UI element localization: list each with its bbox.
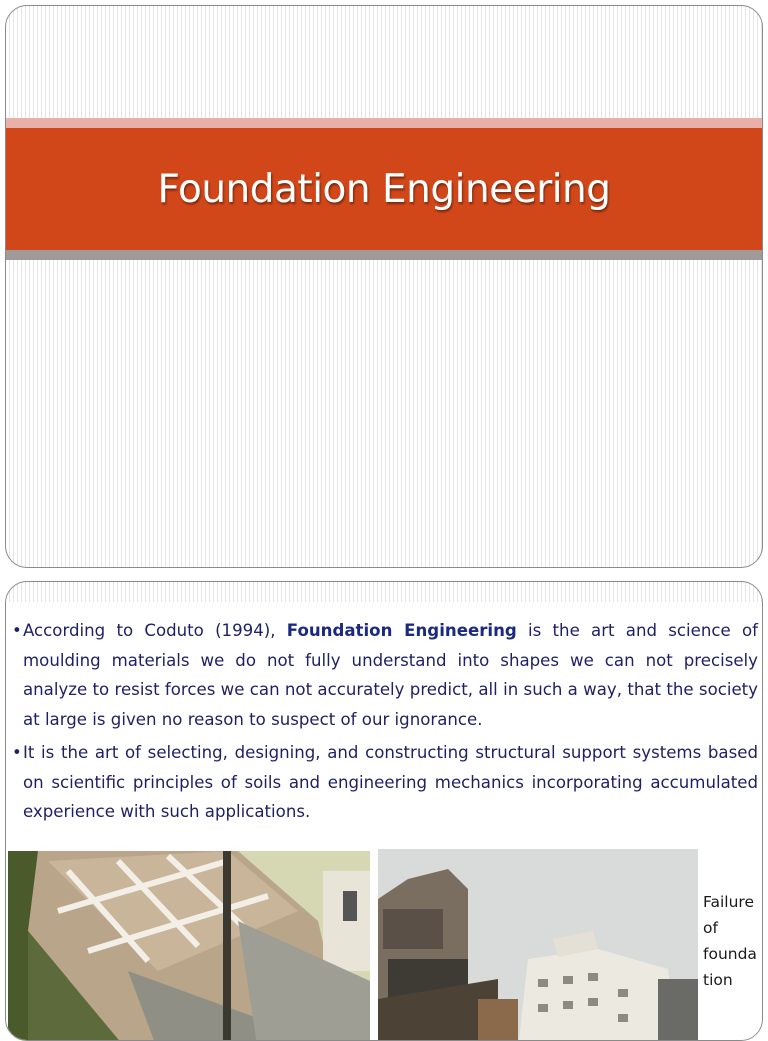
- caption-line: Failure: [703, 893, 754, 911]
- bullet-text: According to Coduto (1994),: [23, 621, 287, 640]
- content-area: [6, 602, 762, 1040]
- bullet-dot-icon: •: [12, 621, 22, 640]
- damaged-building-photo: [378, 849, 698, 1041]
- bullet-text: is the art and science of moulding materials we do not fully understand into shapes we can not precisely analyze to resist forces we can not accurately predict, all in such a way, that the society at large is given no reason to suspect of our ignorance.: [23, 621, 758, 729]
- caption-line: of: [703, 919, 718, 937]
- bullet-list: [12, 616, 758, 831]
- title-band-bottom-stripe: [6, 250, 762, 260]
- photo-caption: [703, 889, 763, 993]
- bullet-text: It is the art of selecting, designing, and constructing structural support systems based on scientific principles of soils and engineering mechanics incorporating accumulated experience with such applications.: [23, 743, 758, 821]
- content-slide: [5, 581, 763, 1041]
- caption-line: founda: [703, 945, 757, 963]
- title-band: [6, 128, 762, 250]
- bullet-definition: [12, 616, 758, 734]
- bullet-dot-icon: •: [12, 743, 22, 762]
- caption-line: tion: [703, 971, 733, 989]
- title-band-top-stripe: [6, 118, 762, 128]
- collapsed-building-photo: [8, 851, 370, 1041]
- title-slide: [5, 5, 763, 568]
- bullet-bold-term: Foundation Engineering: [286, 621, 517, 640]
- bullet-art: [12, 738, 758, 827]
- slide-title: Foundation Engineering: [157, 166, 611, 212]
